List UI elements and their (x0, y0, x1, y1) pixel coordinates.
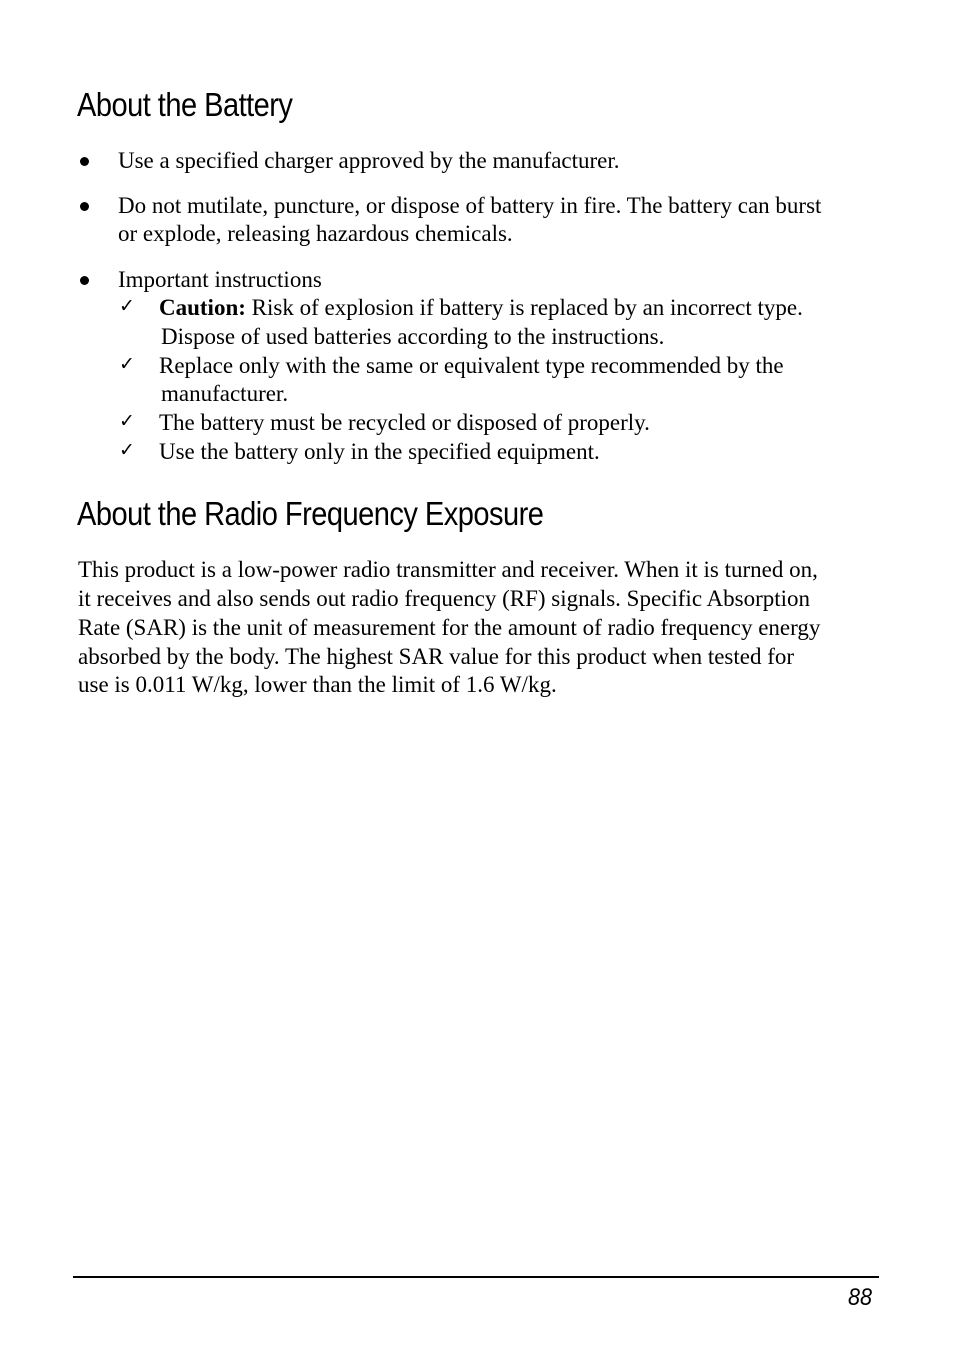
check-1-line-1 (159, 293, 803, 322)
rf-paragraph-line-5: use is 0.011 W/kg, lower than the limit of 1.6 W/kg. (78, 672, 557, 697)
rf-exposure-heading: About the Radio Frequency Exposure (77, 495, 544, 532)
battery-bullet-1-line-1: Use a specified charger approved by the manufacturer. (118, 148, 620, 173)
page-number: 88 (847, 1284, 872, 1311)
checkmark-icon: ✓ (119, 353, 135, 375)
battery-bullet-3-line-1: Important instructions (118, 267, 322, 292)
battery-bullet-2-line-1: Do not mutilate, puncture, or dispose of battery in fire. The battery can burst (118, 193, 822, 218)
checkmark-icon: ✓ (119, 295, 135, 317)
check-4-line-1: Use the battery only in the specified equipment. (159, 439, 600, 464)
rf-paragraph-line-4: absorbed by the body. The highest SAR value for this product when tested for (78, 644, 795, 669)
checkmark-icon: ✓ (119, 410, 135, 432)
footer-rule (73, 1276, 879, 1278)
check-2-line-2: manufacturer. (161, 381, 289, 406)
bullet-icon (78, 154, 92, 168)
rf-paragraph-line-2: it receives and also sends out radio frequency (RF) signals. Specific Absorption (78, 586, 811, 611)
check-3-line-1: The battery must be recycled or disposed of properly. (159, 410, 650, 435)
battery-bullet-2-line-2: or explode, releasing hazardous chemicals. (118, 221, 513, 246)
rf-paragraph-line-3: Rate (SAR) is the unit of measurement for the amount of radio frequency energy (78, 615, 821, 640)
bullet-icon (78, 199, 92, 213)
checkmark-icon: ✓ (119, 439, 135, 461)
caution-label: Caution: (159, 295, 246, 320)
check-1-line-1-text: Risk of explosion if battery is replaced by an incorrect type. (245, 295, 803, 320)
bullet-icon (78, 273, 92, 287)
battery-heading: About the Battery (77, 86, 293, 123)
check-1-line-2: Dispose of used batteries according to the instructions. (161, 324, 665, 349)
check-2-line-1: Replace only with the same or equivalent type recommended by the (159, 353, 784, 378)
rf-paragraph-line-1: This product is a low-power radio transmitter and receiver. When it is turned on, (78, 557, 818, 582)
